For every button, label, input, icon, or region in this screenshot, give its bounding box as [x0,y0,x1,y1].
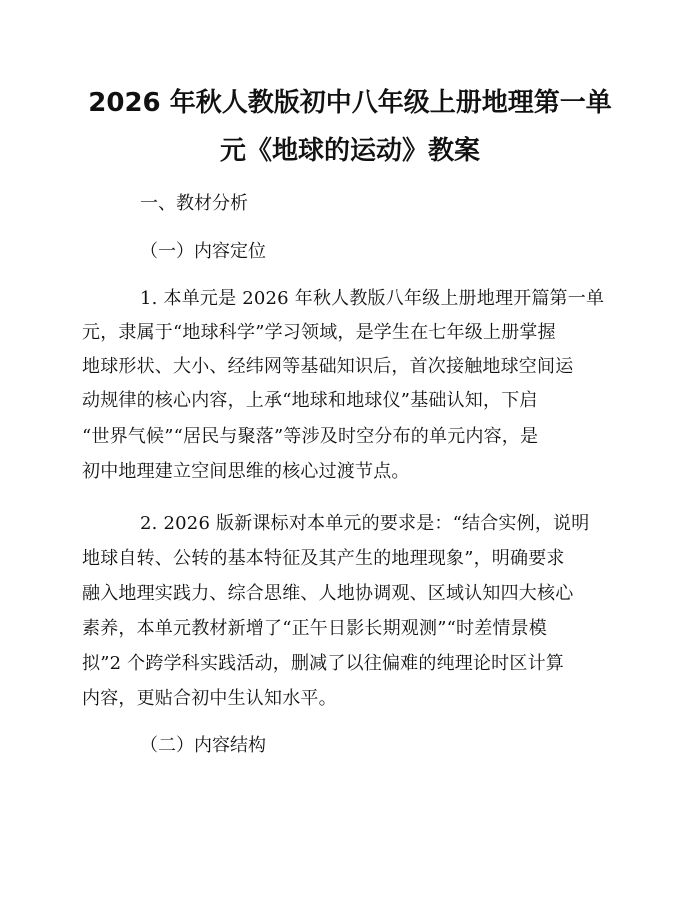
paragraph-1-line: 地球形状、大小、经纬网等基础知识后，首次接触地球空间运 [82,356,574,377]
paragraph-2-line: 拟”2 个跨学科实践活动，删减了以往偏难的纯理论时区计算 [82,653,564,674]
paragraph-1-line: 元，隶属于“地球科学”学习领域，是学生在七年级上册掌握 [82,322,556,343]
section-heading-textbook-analysis: 一、教材分析 [140,193,248,214]
document-title-line-1: 2026 年秋人教版初中八年级上册地理第一单 [88,88,612,118]
paragraph-2-line: 2. 2026 版新课标对本单元的要求是：“结合实例，说明 [140,513,590,534]
paragraph-2-line: 地球自转、公转的基本特征及其产生的地理现象”，明确要求 [82,548,565,569]
document-title-line-2: 元《地球的运动》教案 [219,136,480,166]
paragraph-2-line: 融入地理实践力、综合思维、人地协调观、区域认知四大核心 [82,583,574,604]
paragraph-2-line: 内容，更贴合初中生认知水平。 [82,688,337,709]
paragraph-1-line: 动规律的核心内容，上承“地球和地球仪”基础认知，下启 [82,390,538,411]
subsection-heading-content-positioning: （一）内容定位 [140,241,266,262]
paragraph-1-line: 初中地理建立空间思维的核心过渡节点。 [82,461,410,482]
paragraph-1-line: “世界气候”“居民与聚落”等涉及时空分布的单元内容，是 [82,426,539,447]
subsection-heading-content-structure: （二）内容结构 [140,735,266,756]
paragraph-2-line: 素养，本单元教材新增了“正午日影长期观测”“时差情景模 [82,618,548,639]
paragraph-1-line: 1. 本单元是 2026 年秋人教版八年级上册地理开篇第一单 [140,288,605,309]
